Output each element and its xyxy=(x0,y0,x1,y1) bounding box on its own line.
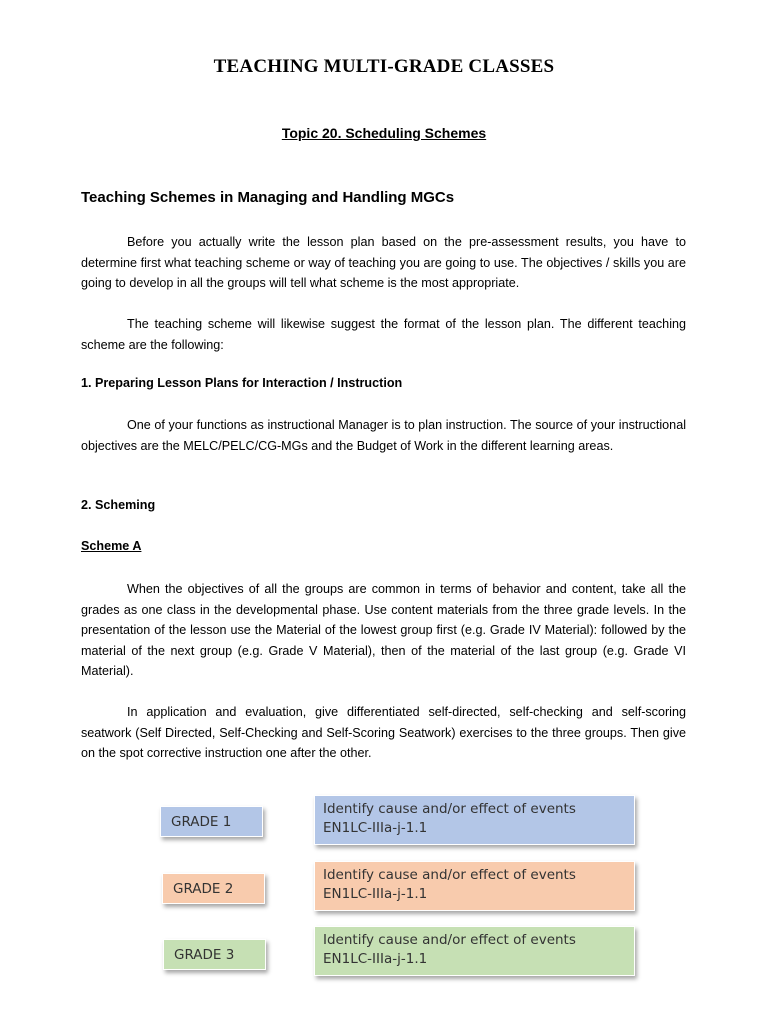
grade-2-objective-box xyxy=(314,861,635,911)
paragraph-format: The teaching scheme will likewise suggest the format of the lesson plan. The different teaching scheme are the following: xyxy=(81,317,686,352)
grade-1-label: GRADE 1 xyxy=(171,814,232,830)
grade-1-objective-code: EN1LC-IIIa-j-1.1 xyxy=(323,820,428,836)
paragraph-application: In application and evaluation, give differentiated self-directed, self-checking and self-scoring seatwork (Self Directed, Self-Checking and Self-Scoring Seatwork) exercises to the three groups. Then give on the spot corrective instruction one after the other. xyxy=(81,705,686,760)
paragraph-intro: Before you actually write the lesson plan based on the pre-assessment results, you have to determine first what teaching scheme or way of teaching you are going to use. The objectives / skills you are going to develop in all the groups will tell what scheme is the most appropriate. xyxy=(81,235,686,290)
paragraph-scheme-a: When the objectives of all the groups are common in terms of behavior and content, take all the grades as one class in the developmental phase. Use content materials from the three grade levels. In the presentation of the lesson use the Material of the lowest group first (e.g. Grade IV Material): followed by the material of the next group (e.g. Grade V Material), then of the material of the last group (e.g. Grade VI Material). xyxy=(81,582,686,678)
subheading-scheme-a: Scheme A xyxy=(81,539,142,553)
topic-heading: Topic 20. Scheduling Schemes xyxy=(281,125,487,141)
grade-1-objective-text: Identify cause and/or effect of events xyxy=(323,801,576,817)
grade-3-box xyxy=(163,939,266,970)
document-title: TEACHING MULTI-GRADE CLASSES xyxy=(213,56,555,77)
grade-1-box xyxy=(160,806,263,837)
grade-2-label: GRADE 2 xyxy=(173,881,234,897)
grade-3-objective-box xyxy=(314,926,635,976)
grade-2-objective-code: EN1LC-IIIa-j-1.1 xyxy=(323,886,428,902)
subheading-scheming: 2. Scheming xyxy=(81,498,156,512)
paragraph-functions: One of your functions as instructional Manager is to plan instruction. The source of your instructional objectives are the MELC/PELC/CG-MGs and the Budget of Work in the different learning areas. xyxy=(81,418,686,453)
section-heading: Teaching Schemes in Managing and Handling MGCs xyxy=(81,189,455,206)
grade-3-label: GRADE 3 xyxy=(174,947,235,963)
subheading-preparing: 1. Preparing Lesson Plans for Interaction / Instruction xyxy=(81,376,403,390)
grade-3-objective-text: Identify cause and/or effect of events xyxy=(323,932,576,948)
grade-1-objective-box xyxy=(314,795,635,845)
grade-2-objective-text: Identify cause and/or effect of events xyxy=(323,867,576,883)
grade-2-box xyxy=(162,873,265,904)
grade-3-objective-code: EN1LC-IIIa-j-1.1 xyxy=(323,951,428,967)
